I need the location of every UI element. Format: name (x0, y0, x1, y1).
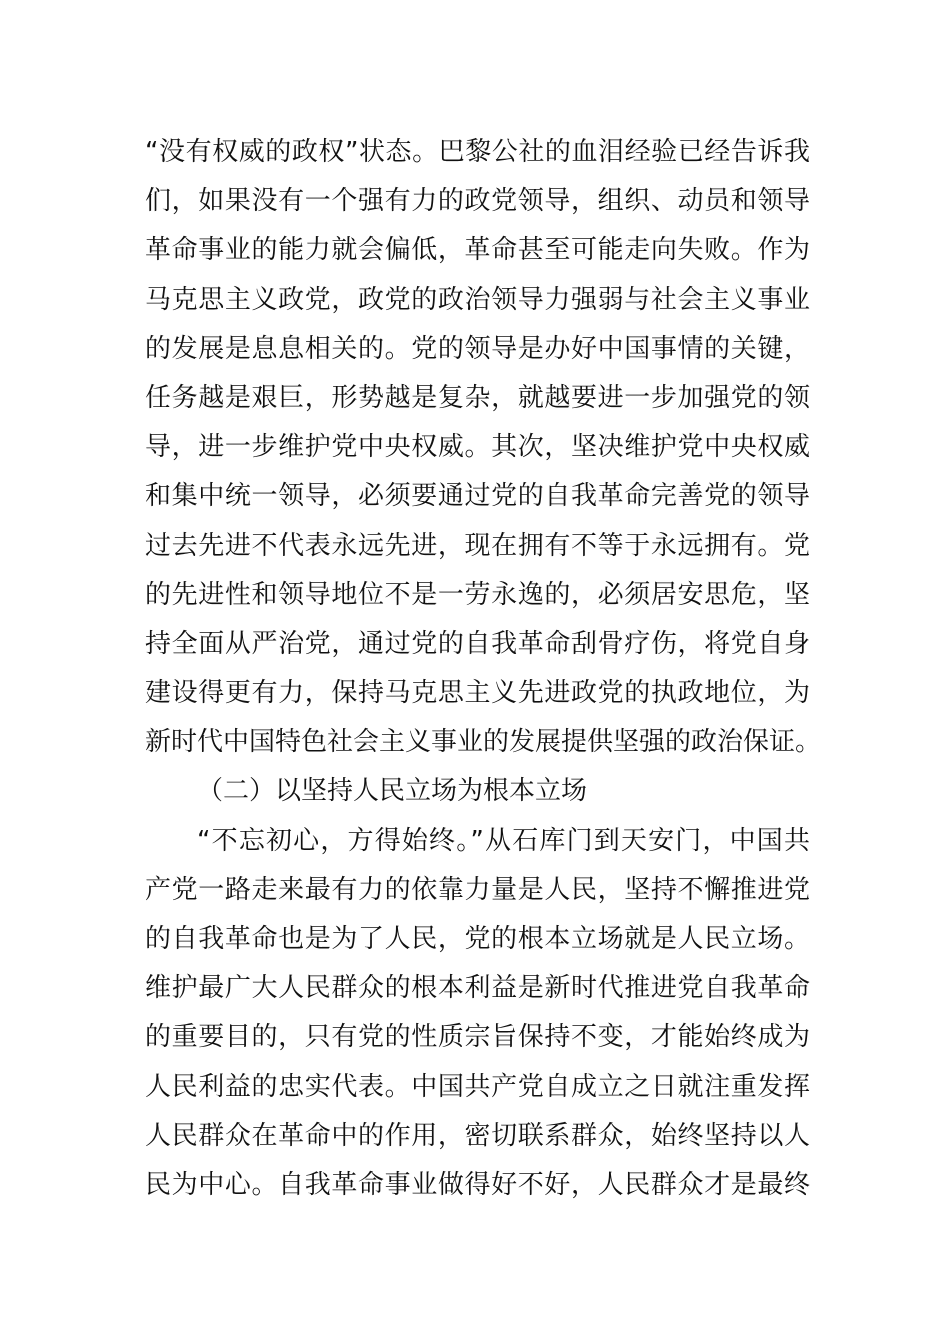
text-line: 持全面从严治党，通过党的自我革命刮骨疗伤，将党自身 (145, 628, 810, 659)
text-line: 人民利益的忠实代表。中国共产党自成立之日就注重发挥 (145, 1071, 810, 1102)
text-line: 们，如果没有一个强有力的政党领导，组织、动员和领导 (145, 186, 810, 217)
body-text (145, 128, 822, 1210)
section-heading: （二）以坚持人民立场为根本立场 (197, 776, 588, 807)
text-line: “没有权威的政权”状态。巴黎公社的血泪经验已经告诉我 (145, 137, 810, 167)
text-line: 新时代中国特色社会主义事业的发展提供坚强的政治保证。 (145, 727, 822, 758)
text-line: 的重要目的，只有党的性质宗旨保持不变，才能始终成为 (145, 1022, 810, 1053)
text-line: 的自我革命也是为了人民，党的根本立场就是人民立场。 (145, 924, 810, 954)
text-line: 产党一路走来最有力的依靠力量是人民，坚持不懈推进党 (145, 874, 810, 905)
text-line: 民为中心。自我革命事业做得好不好，人民群众才是最终 (145, 1169, 810, 1200)
text-line: 人民群众在革命中的作用，密切联系群众，始终坚持以人 (145, 1120, 810, 1151)
text-line: 导，进一步维护党中央权威。其次，坚决维护党中央权威 (145, 432, 810, 463)
text-line: 的先进性和领导地位不是一劳永逸的，必须居安思危，坚 (145, 579, 810, 610)
text-line: 任务越是艰巨，形势越是复杂，就越要进一步加强党的领 (145, 382, 810, 413)
text-line: 建设得更有力，保持马克思主义先进政党的执政地位，为 (145, 678, 810, 709)
text-line: 革命事业的能力就会偏低，革命甚至可能走向失败。作为 (145, 235, 810, 266)
text-line: 马克思主义政党，政党的政治领导力强弱与社会主义事业 (145, 284, 810, 315)
text-line: 的发展是息息相关的。党的领导是办好中国事情的关键， (145, 333, 810, 364)
text-line: 维护最广大人民群众的根本利益是新时代推进党自我革命 (145, 973, 810, 1004)
text-line: 和集中统一领导，必须要通过党的自我革命完善党的领导 (145, 481, 810, 512)
text-line: “不忘初心，方得始终。”从石库门到天安门，中国共 (197, 825, 810, 856)
text-line: 过去先进不代表永远先进，现在拥有不等于永远拥有。党 (145, 530, 810, 561)
